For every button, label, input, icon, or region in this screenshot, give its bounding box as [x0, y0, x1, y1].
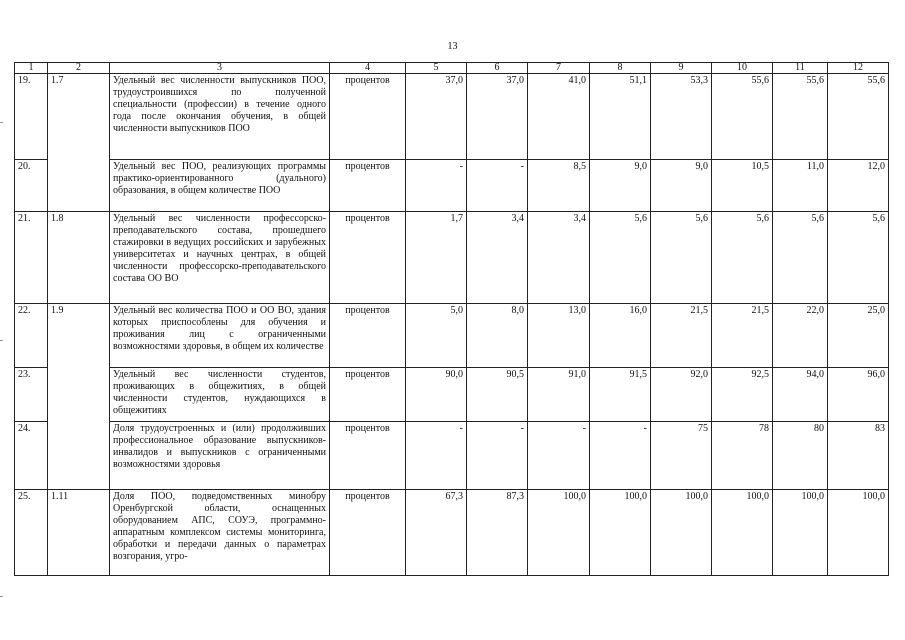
column-header: 7 [528, 63, 590, 74]
value-cell: 5,6 [590, 212, 651, 304]
indicator-description: Удельный вес численности профессорско-преподавательского состава, прошедшего стажировки в ведущих российских и зарубежных университетах и научных центрах, в общей численности профессорско-преподавательского состава ОО ВО [110, 212, 330, 304]
value-cell: 5,6 [651, 212, 712, 304]
indicator-description: Доля ПОО, подведомственных минобру Оренбургской области, оснащенных оборудованием АПС, СОУЭ, программно-аппаратным комплексом системы мониторинга, обработки и передачи данных о параметрах возгорания, угро- [110, 490, 330, 576]
table-row [15, 490, 889, 576]
indicator-code: 1.8 [48, 212, 110, 304]
value-cell: 91,5 [590, 368, 651, 422]
unit-of-measure: процентов [330, 490, 406, 576]
value-cell: 91,0 [528, 368, 590, 422]
row-number: 21. [15, 212, 48, 304]
table-row [15, 74, 889, 160]
value-cell: 41,0 [528, 74, 590, 160]
column-header: 8 [590, 63, 651, 74]
value-cell: 94,0 [773, 368, 828, 422]
value-cell: 55,6 [828, 74, 889, 160]
value-cell: 8,5 [528, 160, 590, 212]
value-cell: 92,0 [651, 368, 712, 422]
value-cell: 9,0 [590, 160, 651, 212]
indicator-code: 1.9 [48, 304, 110, 490]
value-cell: 12,0 [828, 160, 889, 212]
unit-of-measure: процентов [330, 304, 406, 368]
value-cell: 5,6 [828, 212, 889, 304]
value-cell: 21,5 [712, 304, 773, 368]
value-cell: 53,3 [651, 74, 712, 160]
row-number: 19. [15, 74, 48, 160]
value-cell: 92,5 [712, 368, 773, 422]
column-header: 6 [467, 63, 528, 74]
table-row [15, 368, 889, 422]
value-cell: 78 [712, 422, 773, 490]
row-number: 24. [15, 422, 48, 490]
indicator-description: Удельный вес количества ПОО и ОО ВО, здания которых приспособлены для обучения и проживания лиц с ограниченными возможностями здоровья, в общем их количестве [110, 304, 330, 368]
value-cell: 100,0 [651, 490, 712, 576]
value-cell: 3,4 [528, 212, 590, 304]
value-cell: 87,3 [467, 490, 528, 576]
value-cell: 90,5 [467, 368, 528, 422]
value-cell: - [467, 160, 528, 212]
unit-of-measure: процентов [330, 422, 406, 490]
value-cell: 100,0 [712, 490, 773, 576]
value-cell: 13,0 [528, 304, 590, 368]
value-cell: 22,0 [773, 304, 828, 368]
value-cell: 37,0 [406, 74, 467, 160]
value-cell: 8,0 [467, 304, 528, 368]
column-header: 5 [406, 63, 467, 74]
value-cell: 21,5 [651, 304, 712, 368]
value-cell: - [590, 422, 651, 490]
indicator-code: 1.11 [48, 490, 110, 576]
table-row [15, 304, 889, 368]
column-header: 2 [48, 63, 110, 74]
table-row [15, 212, 889, 304]
value-cell: - [528, 422, 590, 490]
value-cell: 67,3 [406, 490, 467, 576]
unit-of-measure: процентов [330, 160, 406, 212]
column-header: 10 [712, 63, 773, 74]
value-cell: - [406, 160, 467, 212]
value-cell: 83 [828, 422, 889, 490]
value-cell: 5,6 [773, 212, 828, 304]
column-header: 3 [110, 63, 330, 74]
column-header: 4 [330, 63, 406, 74]
value-cell: 100,0 [773, 490, 828, 576]
indicators-table [14, 62, 889, 576]
indicator-description: Удельный вес ПОО, реализующих программы практико-ориентированного (дуального) образования, в общем количестве ПОО [110, 160, 330, 212]
value-cell: - [467, 422, 528, 490]
value-cell: 80 [773, 422, 828, 490]
value-cell: 51,1 [590, 74, 651, 160]
unit-of-measure: процентов [330, 74, 406, 160]
value-cell: 55,6 [712, 74, 773, 160]
value-cell: 3,4 [467, 212, 528, 304]
unit-of-measure: процентов [330, 368, 406, 422]
column-header: 12 [828, 63, 889, 74]
value-cell: 37,0 [467, 74, 528, 160]
indicator-description: Доля трудоустроенных и (или) продолживших профессиональное образование выпускников-инвалидов и выпускников с ограниченными возможностями здоровья [110, 422, 330, 490]
value-cell: 55,6 [773, 74, 828, 160]
row-number: 22. [15, 304, 48, 368]
unit-of-measure: процентов [330, 212, 406, 304]
margin-mark [0, 122, 3, 123]
column-header: 11 [773, 63, 828, 74]
indicator-description: Удельный вес численности студентов, проживающих в общежитиях, в общей численности студентов, нуждающихся в общежитиях [110, 368, 330, 422]
value-cell: 16,0 [590, 304, 651, 368]
table-header-row [15, 63, 889, 74]
value-cell: 90,0 [406, 368, 467, 422]
margin-mark [0, 596, 3, 597]
margin-mark [0, 340, 3, 341]
value-cell: 100,0 [590, 490, 651, 576]
indicator-code: 1.7 [48, 74, 110, 212]
row-number: 23. [15, 368, 48, 422]
value-cell: 9,0 [651, 160, 712, 212]
value-cell: - [406, 422, 467, 490]
value-cell: 25,0 [828, 304, 889, 368]
row-number: 25. [15, 490, 48, 576]
indicator-description: Удельный вес численности выпускников ПОО, трудоустроившихся по полученной специальности (профессии) в течение одного года после окончания обучения, в общей численности выпускников ПОО [110, 74, 330, 160]
value-cell: 100,0 [828, 490, 889, 576]
column-header: 9 [651, 63, 712, 74]
table-row [15, 422, 889, 490]
value-cell: 5,0 [406, 304, 467, 368]
value-cell: 10,5 [712, 160, 773, 212]
value-cell: 96,0 [828, 368, 889, 422]
row-number: 20. [15, 160, 48, 212]
page-number: 13 [447, 41, 458, 52]
value-cell: 11,0 [773, 160, 828, 212]
value-cell: 1,7 [406, 212, 467, 304]
column-header: 1 [15, 63, 48, 74]
value-cell: 75 [651, 422, 712, 490]
value-cell: 100,0 [528, 490, 590, 576]
value-cell: 5,6 [712, 212, 773, 304]
table-row [15, 160, 889, 212]
